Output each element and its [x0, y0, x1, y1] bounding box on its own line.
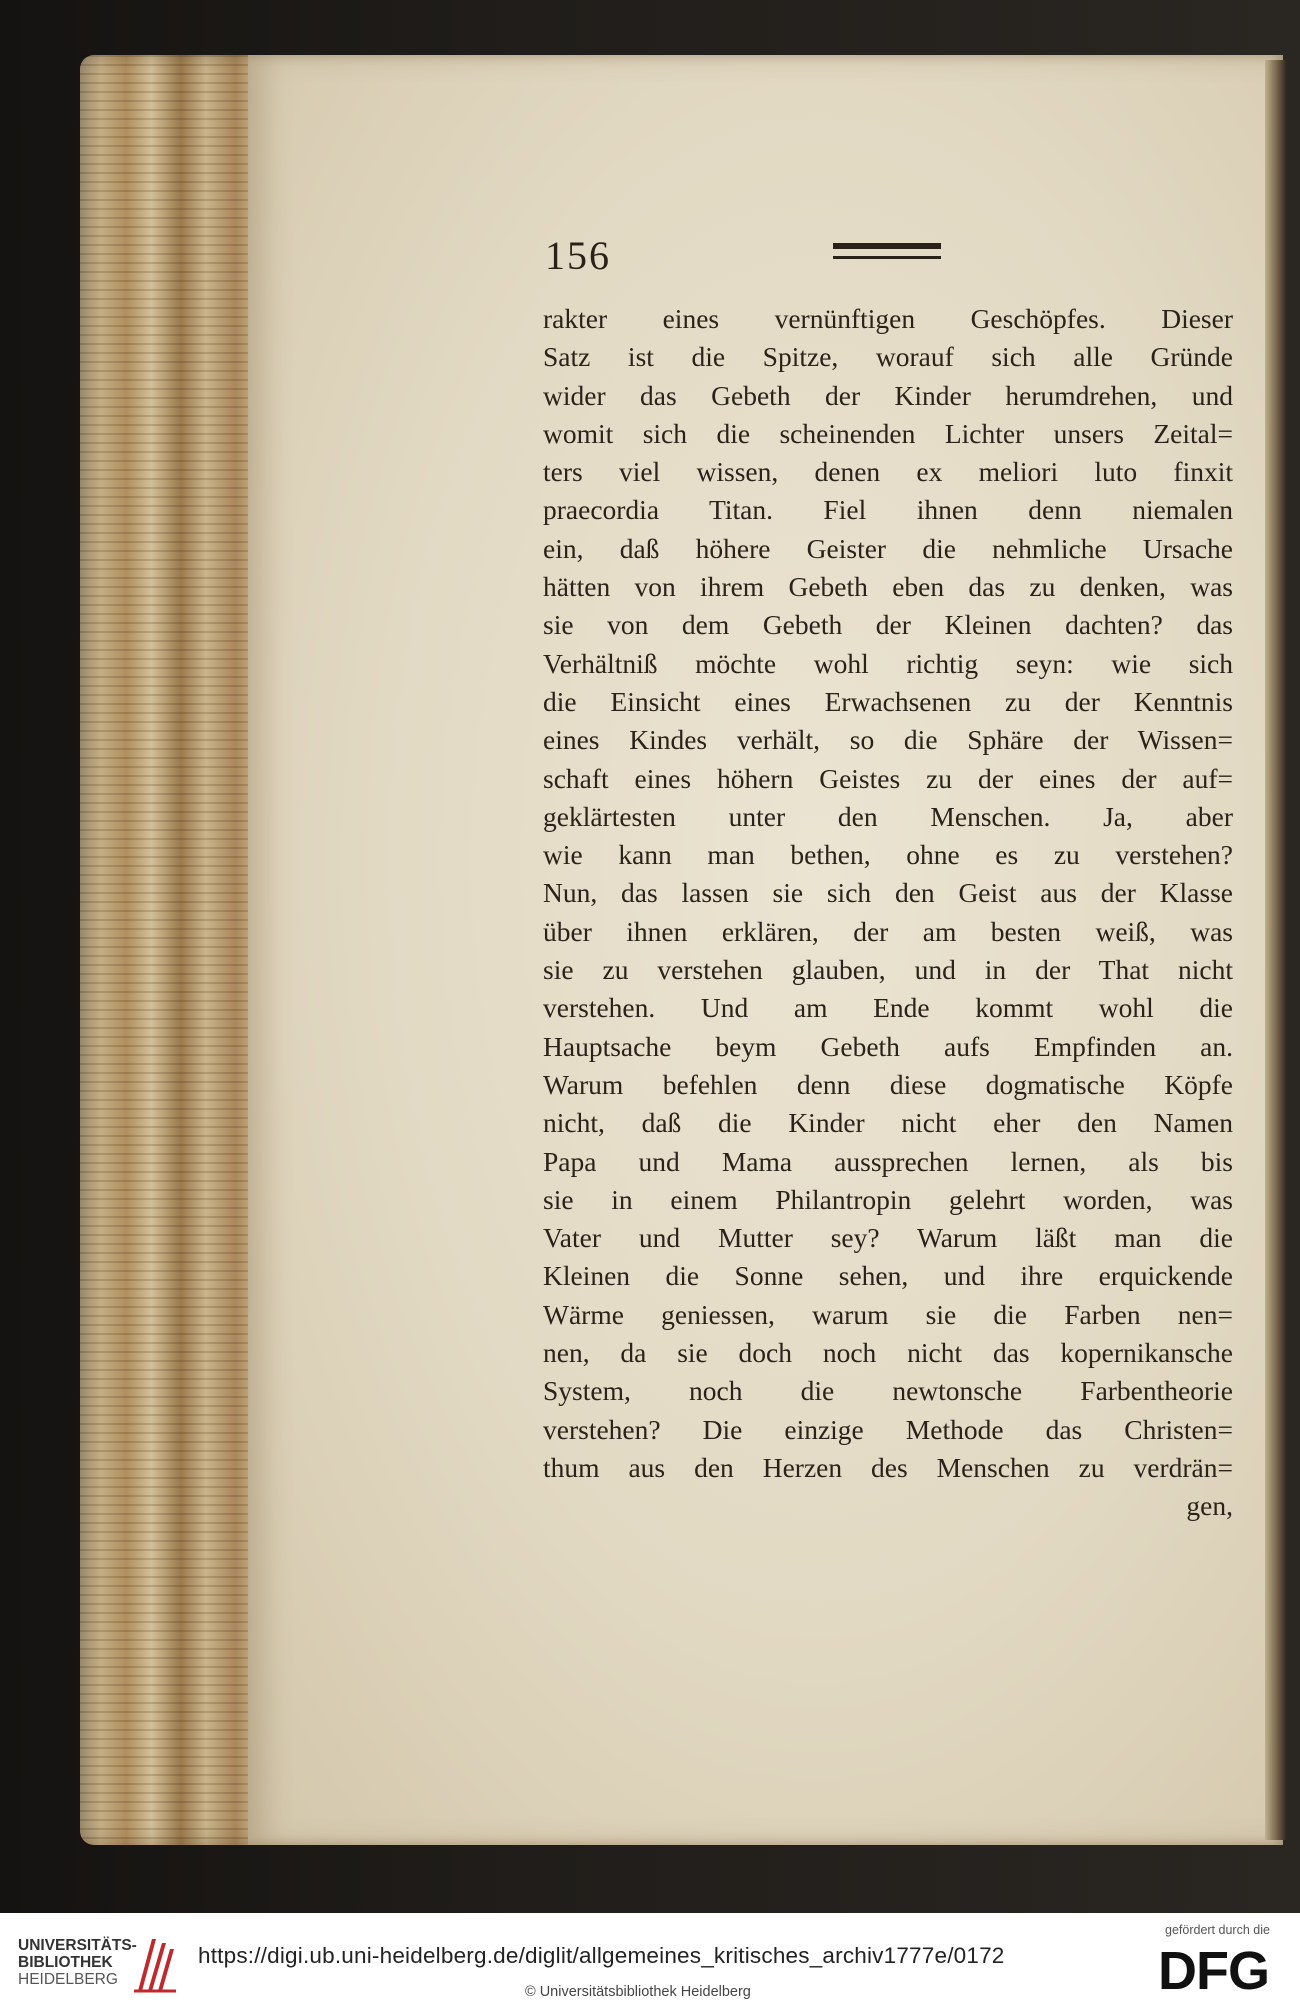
page-edge-shadow — [1265, 60, 1287, 1840]
text-line: wider das Gebeth der Kinder herumdrehen, und — [543, 379, 1233, 411]
text-line: nicht, daß die Kinder nicht eher den Namen — [543, 1107, 1233, 1139]
text-line: Warum befehlen denn diese dogmatische Köpfe — [543, 1068, 1233, 1100]
text-line: Verhältniß möchte wohl richtig seyn: wie sich — [543, 647, 1233, 679]
text-line: Kleinen die Sonne sehen, und ihre erquickende — [543, 1260, 1233, 1292]
text-line: rakter eines vernünftigen Geschöpfes. Dieser — [543, 303, 1233, 334]
text-line: System, noch die newtonsche Farbentheorie — [543, 1375, 1233, 1407]
library-logo-text — [18, 1937, 137, 1988]
text-line: Hauptsache beym Gebeth aufs Empfinden an. — [543, 1030, 1233, 1062]
text-line: die Einsicht eines Erwachsenen zu der Kenntnis — [543, 685, 1233, 717]
library-logo-icon — [130, 1933, 178, 1995]
text-line: ein, daß höhere Geister die nehmliche Ursache — [543, 532, 1233, 564]
text-line: wie kann man bethen, ohne es zu verstehen? — [543, 839, 1233, 871]
footer-bar — [0, 1913, 1300, 2008]
text-line: gen, — [1186, 1490, 1233, 1522]
text-line: schaft eines höhern Geistes zu der eines der auf= — [543, 762, 1233, 794]
text-line: Vater und Mutter sey? Warum läßt man die — [543, 1222, 1233, 1254]
text-line: hätten von ihrem Gebeth eben das zu denken, was — [543, 571, 1233, 603]
text-line: verstehen? Die einzige Methode das Christen= — [543, 1413, 1233, 1445]
text-line: sie von dem Gebeth der Kleinen dachten? das — [543, 609, 1233, 641]
page-text — [543, 300, 1233, 1526]
text-line: womit sich die scheinenden Lichter unsers Zeital= — [543, 417, 1233, 449]
text-line: Satz ist die Spitze, worauf sich alle Gründe — [543, 341, 1233, 373]
logo-line-2: BIBLIOTHEK — [18, 1954, 113, 1971]
text-line: ters viel wissen, denen ex meliori luto finxit — [543, 456, 1233, 488]
text-line: geklärtesten unter den Menschen. Ja, aber — [543, 800, 1233, 832]
permalink-url[interactable]: https://digi.ub.uni-heidelberg.de/diglit/allgemeines_kritisches_archiv1777e/0172 — [198, 1943, 1005, 1968]
header-rule — [833, 243, 941, 259]
text-line: eines Kindes verhält, so die Sphäre der Wissen= — [543, 724, 1233, 756]
text-line: verstehen. Und am Ende kommt wohl die — [543, 992, 1233, 1024]
funded-by-label: gefördert durch die — [1165, 1923, 1270, 1937]
logo-line-3: HEIDELBERG — [18, 1971, 118, 1988]
text-line: über ihnen erklären, der am besten weiß, was — [543, 915, 1233, 947]
text-line: thum aus den Herzen des Menschen zu verdrän= — [543, 1451, 1233, 1483]
text-line: sie in einem Philantropin gelehrt worden, was — [543, 1183, 1233, 1215]
text-line: Wärme geniessen, warum sie die Farben nen= — [543, 1298, 1233, 1330]
text-line: sie zu verstehen glauben, und in der That nicht — [543, 954, 1233, 986]
text-line: Papa und Mama aussprechen lernen, als bis — [543, 1145, 1233, 1177]
logo-line-1: UNIVERSITÄTS- — [18, 1937, 137, 1954]
text-line: nen, da sie doch noch nicht das kopernikansche — [543, 1337, 1233, 1369]
page-number: 156 — [545, 233, 611, 278]
text-line: Nun, das lassen sie sich den Geist aus der Klasse — [543, 877, 1233, 909]
text-line: praecordia Titan. Fiel ihnen denn niemalen — [543, 494, 1233, 526]
copyright-notice: © Universitätsbibliothek Heidelberg — [525, 1984, 751, 2000]
dfg-logo: DFG — [1158, 1941, 1269, 2001]
